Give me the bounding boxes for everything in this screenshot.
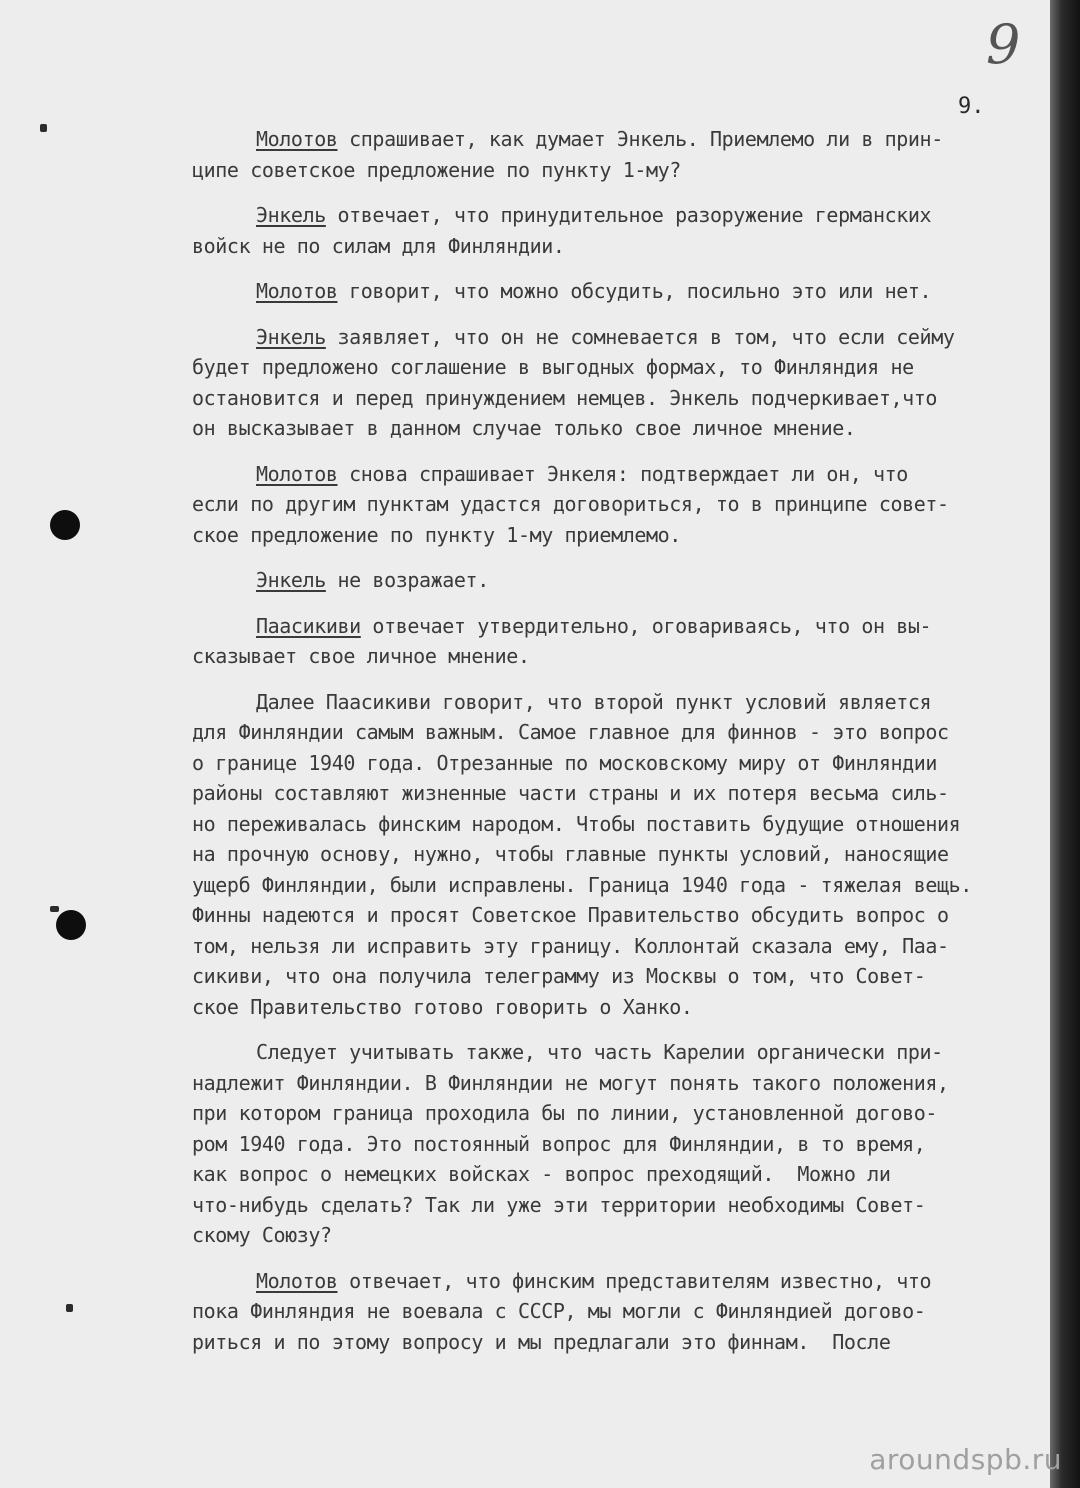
text-line bbox=[192, 687, 1052, 718]
line-text: отвечает, что финским представителям известно, что bbox=[337, 1268, 932, 1293]
text-line bbox=[192, 1190, 1052, 1221]
paragraph bbox=[192, 322, 1052, 444]
page-edge-shadow bbox=[1050, 0, 1080, 1488]
line-text: не возражает. bbox=[325, 568, 489, 592]
line-text: сказывает свое личное мнение. bbox=[192, 644, 530, 668]
line-text: Далее Паасикиви говорит, что второй пункт условий является bbox=[256, 689, 932, 714]
text-line bbox=[192, 489, 1052, 520]
text-line bbox=[192, 961, 1052, 992]
speaker-name: Молотов bbox=[256, 461, 338, 486]
line-text: пока Финляндия не воевала с СССР, мы могли с Финляндией догово- bbox=[192, 1299, 926, 1323]
text-line bbox=[192, 1266, 1052, 1297]
text-line bbox=[192, 1296, 1052, 1327]
line-text: для Финляндии самым важным. Самое главное для финнов - это вопрос bbox=[192, 720, 949, 744]
text-line bbox=[192, 1327, 1052, 1358]
paragraph bbox=[192, 565, 1052, 596]
text-line bbox=[192, 992, 1052, 1023]
text-line bbox=[192, 383, 1052, 414]
line-text: заявляет, что он не сомневается в том, что если сейму bbox=[325, 324, 955, 349]
line-text: Финны надеются и просят Советское Правительство обсудить вопрос о bbox=[192, 903, 949, 927]
typewritten-body bbox=[192, 124, 1052, 1357]
line-text: спрашивает, как думает Энкель. Приемлемо ли в прин- bbox=[337, 127, 943, 151]
text-line bbox=[192, 839, 1052, 870]
paragraph bbox=[192, 124, 1052, 185]
speaker-name: Молотов bbox=[256, 127, 338, 151]
line-text: войск не по силам для Финляндии. bbox=[192, 233, 565, 258]
text-line bbox=[192, 1037, 1052, 1068]
line-text: скому Союзу? bbox=[192, 1223, 332, 1247]
line-text: остановится и перед принуждением немцев. Энкель подчеркивает,что bbox=[192, 385, 938, 410]
paragraph bbox=[192, 611, 1052, 672]
text-line bbox=[192, 520, 1052, 551]
line-text: ром 1940 года. Это постоянный вопрос для Финляндии, в то время, bbox=[192, 1131, 926, 1156]
punch-hole bbox=[56, 910, 86, 940]
text-line bbox=[192, 870, 1052, 901]
paragraph bbox=[192, 1037, 1052, 1251]
text-line bbox=[192, 778, 1052, 809]
line-text: сикиви, что она получила телеграмму из Москвы о том, что Совет- bbox=[192, 964, 926, 988]
line-text: на прочную основу, нужно, чтобы главные пункты условий, наносящие bbox=[192, 842, 949, 866]
paragraph bbox=[192, 200, 1052, 261]
line-text: но переживалась финским народом. Чтобы поставить будущие отношения bbox=[192, 811, 961, 836]
text-line bbox=[192, 1129, 1052, 1160]
text-line bbox=[192, 900, 1052, 931]
line-text: отвечает утвердительно, оговариваясь, что он вы- bbox=[360, 613, 932, 638]
handwritten-folio-number: 9 bbox=[986, 13, 1021, 76]
paragraph bbox=[192, 276, 1052, 307]
punch-hole bbox=[50, 510, 80, 540]
line-text: он высказывает в данном случае только свое личное мнение. bbox=[192, 416, 856, 440]
paragraph bbox=[192, 687, 1052, 1023]
text-line bbox=[192, 200, 1052, 231]
line-text: при котором граница проходила бы по линии, установленной догово- bbox=[192, 1101, 938, 1125]
text-line bbox=[192, 1159, 1052, 1190]
speaker-name: Энкель bbox=[256, 568, 326, 592]
line-text: отвечает, что принудительное разоружение германских bbox=[325, 203, 932, 227]
text-line bbox=[192, 1220, 1052, 1251]
line-text: том, нельзя ли исправить эту границу. Коллонтай сказала ему, Паа- bbox=[192, 933, 949, 958]
line-text: Следует учитывать также, что часть Карелии органически при- bbox=[256, 1040, 943, 1064]
speaker-name: Энкель bbox=[256, 203, 326, 227]
text-line bbox=[192, 565, 1052, 596]
text-line bbox=[192, 717, 1052, 748]
text-line bbox=[192, 276, 1052, 307]
page-number: 9. bbox=[958, 94, 985, 119]
line-text: ское Правительство готово говорить о Ханко. bbox=[192, 994, 693, 1019]
line-text: о границе 1940 года. Отрезанные по московскому миру от Финляндии bbox=[192, 750, 938, 775]
text-line bbox=[192, 352, 1052, 383]
speaker-name: Энкель bbox=[256, 324, 326, 349]
line-text: как вопрос о немецких войсках - вопрос преходящий. Можно ли bbox=[192, 1162, 891, 1186]
text-line bbox=[192, 611, 1052, 642]
text-line bbox=[192, 748, 1052, 779]
text-line bbox=[192, 322, 1052, 353]
line-text: снова спрашивает Энкеля: подтверждает ли он, что bbox=[337, 461, 908, 486]
speaker-name: Паасикиви bbox=[256, 613, 361, 638]
speaker-name: Молотов bbox=[256, 1268, 338, 1293]
text-line bbox=[192, 124, 1052, 155]
margin-mark bbox=[40, 124, 47, 132]
line-text: ципе советское предложение по пункту 1-му? bbox=[192, 157, 681, 182]
watermark: aroundspb.ru bbox=[869, 1443, 1062, 1476]
line-text: что-нибудь сделать? Так ли уже эти территории необходимы Совет- bbox=[192, 1192, 926, 1217]
line-text: риться и по этому вопросу и мы предлагали это финнам. После bbox=[192, 1329, 891, 1354]
text-line bbox=[192, 1098, 1052, 1129]
paragraph bbox=[192, 459, 1052, 551]
text-line bbox=[192, 1068, 1052, 1099]
line-text: ущерб Финляндии, были исправлены. Граница 1940 года - тяжелая вещь. bbox=[192, 872, 972, 897]
text-line bbox=[192, 155, 1052, 186]
text-line bbox=[192, 641, 1052, 672]
text-line bbox=[192, 931, 1052, 962]
text-line bbox=[192, 231, 1052, 262]
line-text: будет предложено соглашение в выгодных формах, то Финляндия не bbox=[192, 355, 914, 379]
line-text: если по другим пунктам удастся договориться, то в принципе совет- bbox=[192, 492, 949, 516]
speaker-name: Молотов bbox=[256, 279, 338, 303]
line-text: районы составляют жизненные части страны и их потеря весьма силь- bbox=[192, 781, 949, 805]
text-line bbox=[192, 459, 1052, 490]
line-text: ское предложение по пункту 1-му приемлемо. bbox=[192, 522, 681, 547]
line-text: надлежит Финляндии. В Финляндии не могут понять такого положения, bbox=[192, 1070, 949, 1095]
paragraph bbox=[192, 1266, 1052, 1358]
text-line bbox=[192, 809, 1052, 840]
margin-mark bbox=[50, 906, 59, 912]
margin-mark bbox=[66, 1304, 73, 1312]
text-line bbox=[192, 413, 1052, 444]
line-text: говорит, что можно обсудить, посильно это или нет. bbox=[337, 279, 932, 303]
